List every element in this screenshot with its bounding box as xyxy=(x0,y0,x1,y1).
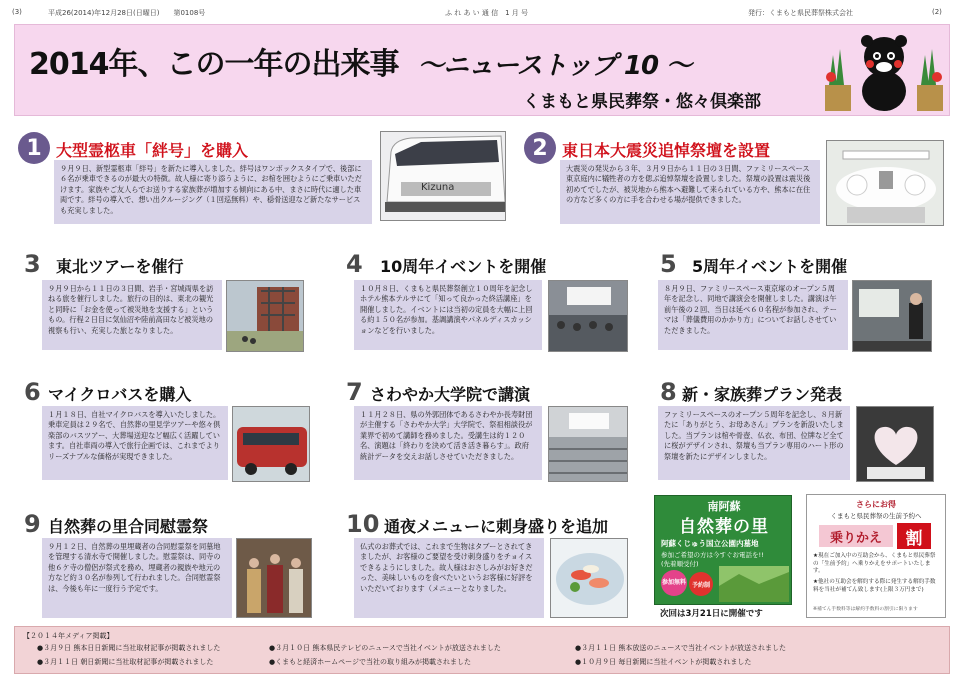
ad-park: 阿蘇くじゅう国立公園内墓地 xyxy=(661,539,759,548)
bus-image-icon xyxy=(233,407,310,482)
news-title: さわやか大学院で講演 xyxy=(370,385,531,404)
ad-place: 南阿蘇 xyxy=(707,500,741,513)
page-number-right: (2) xyxy=(932,8,942,16)
ad-free-badge: 参加無料 xyxy=(661,570,687,596)
media-heading: 【２０１４年メディア掲載】 xyxy=(23,632,114,640)
classroom-image-icon xyxy=(549,407,628,482)
page-title-main: 2014年、この一年の出来事 xyxy=(29,47,399,82)
news-title: 東北ツアーを催行 xyxy=(56,257,184,276)
ad-card-change: 乗りかえ xyxy=(819,525,893,547)
landscape-image-icon xyxy=(719,566,789,602)
media-item: ●３月１１日 朝日新聞に当社取材記事が掲載されました xyxy=(37,658,214,666)
sashimi-image-icon xyxy=(551,539,628,618)
news-number: 4 xyxy=(346,250,363,278)
news-number-badge: 2 xyxy=(524,132,556,164)
news-number: 9 xyxy=(24,510,41,538)
news-body: １月１８日、自社マイクロバスを導入いたしました。乗車定員は２９名で、自然葬の里見学ツアーや悠々倶楽部のバスツアー、大葬場送迎など幅広く活躍しています。自社車両の導入で旅行企画では、これまでよりリーズナブルな価格が実現できました。 xyxy=(42,406,228,480)
lecture-photo xyxy=(852,280,932,352)
kumamon-mascot-icon xyxy=(821,29,947,113)
news-body: ９月９日から１１日の３日間、岩手・宮城両県を訪ねる旅を催行しました。旅行の目的は、東北の観光と同時に「お金を使って被災地を支援する」というもの。行程２日目に気仙沼や陸前高田など被災地の視察も行い、充実した旅となりました。 xyxy=(42,280,222,350)
news-title: 5周年イベントを開催 xyxy=(692,257,848,276)
news-title: 新・家族葬プラン発表 xyxy=(682,385,843,404)
news-title: マイクロバスを購入 xyxy=(48,385,192,404)
news-body: ファミリースペースのオープン５周年を記念し、８月新たに「ありがとう、お母あさん」プランを新設いたしました。当プランは棺や骨壺、仏衣、布団、位牌など全てに桜がデザインされ、祭壇も当プラン専用のハート形の祭壇を新たにデザインしました。 xyxy=(658,406,850,480)
page-number-left: (3) xyxy=(12,8,22,16)
ad-card-note: ※補てん手数料等は解約手数料の割引に限ります xyxy=(813,607,918,612)
family-funeral-plan-photo xyxy=(856,406,934,482)
ad-next-date: 次回は3月21日に開催です xyxy=(660,609,763,619)
page-topbar xyxy=(0,0,960,22)
university-lecture-photo xyxy=(548,406,628,482)
ruined-building-image-icon xyxy=(227,281,304,352)
media-item: ●くまもと経済ホームページで当社の取り組みが掲載されました xyxy=(269,658,471,666)
news-title: 大型霊柩車「絆号」を購入 xyxy=(56,141,249,160)
news-body: ８月９日、ファミリースペース東京塚のオープン５周年を記念し、同地で講演会を開催しました。講演は午前午後の２回、当日は延べ６０名程が参加され、テーマは「葬儀費用のかかり方」についてお話しさせていただきました。 xyxy=(658,280,848,350)
media-coverage-box xyxy=(14,626,950,674)
ad-card-line2: ★他社の互助会を解約する際に発生する解約手数料を当社が補てん致します(上限３万円まで) xyxy=(813,579,936,593)
news-body: １０月８日、くまもと県民葬祭創立１０周年を記念しホテル熊本テルサにて「知って良かった終活講座」を開催しました。イベントには当初の定員を大幅に上回る約１５０名が参加。基調講演やパネルディスカッションなどを行いました。 xyxy=(354,280,542,350)
news-body: ９月９日、新型霊柩車「絆号」を新たに導入しました。絆号はワンボックスタイプで、後部に６名が乗車できるのが最大の特徴。故人様に寄り添うように、お棺を囲むようにご乗車いただけます。家族やご友人らでお送りする家族葬が増加する傾向にある中、まさに時代に適した車両です。絆号の導入で、想い出クルージング（１回巡無料）や、穏骨送迎など新たなサービスも充実しました。 xyxy=(54,160,372,224)
media-item: ●１０月９日 毎日新聞に当社イベントが掲載されました xyxy=(575,658,752,666)
newsletter-name: ふ れ あ い 通 信 1 月 号 xyxy=(445,9,529,17)
microbus-photo xyxy=(232,406,310,482)
ad-invite: 参加ご希望の方は今すぐお電話を!! xyxy=(661,551,764,559)
news-number: 7 xyxy=(346,378,363,406)
monks-image-icon xyxy=(237,539,312,618)
publisher: 発行：くまもと県民葬祭株式会社 xyxy=(748,9,853,17)
news-number-badge: 1 xyxy=(18,132,50,164)
page-title xyxy=(29,39,691,83)
news-title: 通夜メニューに刺身盛りを追加 xyxy=(384,517,609,536)
ad-card-intro: くまもと県民葬祭の生前予約へ xyxy=(830,512,922,520)
news-number: 6 xyxy=(24,378,41,406)
ad-card-top: さらにお得 xyxy=(856,500,896,509)
altar-image-icon xyxy=(827,141,944,226)
media-item: ●３月９日 熊本日日新聞に当社取材記事が掲載されました xyxy=(37,644,221,652)
media-item: ●３月１０日 熊本県民テレビのニュースで当社イベントが放送されました xyxy=(269,644,501,652)
news-title: 自然葬の里合同慰霊祭 xyxy=(48,517,209,536)
hearse-photo xyxy=(380,131,506,221)
sashimi-platter-photo xyxy=(550,538,628,618)
page-subtitle: くまもと県民葬祭・悠々倶楽部 xyxy=(523,92,761,112)
memorial-service-photo xyxy=(236,538,312,618)
page-header xyxy=(14,24,950,116)
tohoku-tour-photo xyxy=(226,280,304,352)
ad-name: 自然葬の里 xyxy=(679,517,769,537)
news-title: 10周年イベントを開催 xyxy=(380,257,547,276)
media-item: ●３月１１日 熊本放送のニュースで当社イベントが放送されました xyxy=(575,644,786,652)
ad-card-line1: ★現在ご加入中の互助会から、くまもと県民葬祭の「生前予約」へ乗りかえをサポートいたします。 xyxy=(813,553,936,575)
switch-plan-ad[interactable] xyxy=(806,494,946,618)
news-number: 10 xyxy=(346,510,380,538)
ad-first-come: (先着順受付) xyxy=(661,560,699,568)
heart-altar-image-icon xyxy=(857,407,934,482)
news-number: 5 xyxy=(660,250,677,278)
ad-card-discount: 割 xyxy=(897,523,931,549)
hearse-photo-label: Kizuna xyxy=(421,182,455,193)
news-body: 大震災の発災から３年、３月９日から１１日の３日間、ファミリースペース東京庭内に犠牲者の方を偲ぶ追悼祭壇を設置しました。祭壇の設置は震災後初めてでしたが、被災地から熊本へ避難して来られている方や、熊本に在住の方など多くの方に手を合わせる場が提供できました。 xyxy=(560,160,820,224)
issue-date: 平成26(2014)年12月28日(日曜日) 第0108号 xyxy=(48,9,206,17)
speaker-image-icon xyxy=(853,281,932,352)
news-body: ９月１２日、自然葬の里埋蔵者の合同慰霊祭を同墓地を管理する清水寺で開催しました。慰霊祭は、同寺の他６ケ寺の僧侶が祭式を務め、埋蔵者の親族や地元の方など約３０名が参列して行われました。合同慰霊祭は、今後も年に一度行う予定です。 xyxy=(42,538,232,618)
news-number: 8 xyxy=(660,378,677,406)
news-title: 東日本大震災追悼祭壇を設置 xyxy=(562,141,771,160)
anniversary-event-photo xyxy=(548,280,628,352)
page-title-tail: ～ニューストップ 10 ～ xyxy=(417,51,692,81)
news-number: 3 xyxy=(24,250,41,278)
ad-reservation-badge: 予約制 xyxy=(689,572,713,596)
memorial-altar-photo xyxy=(826,140,944,226)
news-body: １１月２８日、県の外郭団体であるさわやか長寿財団が主催する「さわやか大学」大学院で、祭祖相談役が業界で初めて講師を務めました。受講生は約１２０名、演題は「終わりを決めて活き活き暮らす」。政府統計データを交えお話しさせていただきました。 xyxy=(354,406,542,480)
vehicle-image-icon xyxy=(381,132,506,221)
audience-image-icon xyxy=(549,281,628,352)
natural-burial-ad[interactable] xyxy=(654,495,792,605)
news-body: 仏式のお葬式では、これまで生物はタブーとされてきましたが、お客様のご要望を受け刺身盛りをチョイスできるようにしました。故人様はおさしみがお好きだった、美味しいものを食べたいというお客様に好評をいただいております（メニューとなりました。 xyxy=(354,538,544,618)
